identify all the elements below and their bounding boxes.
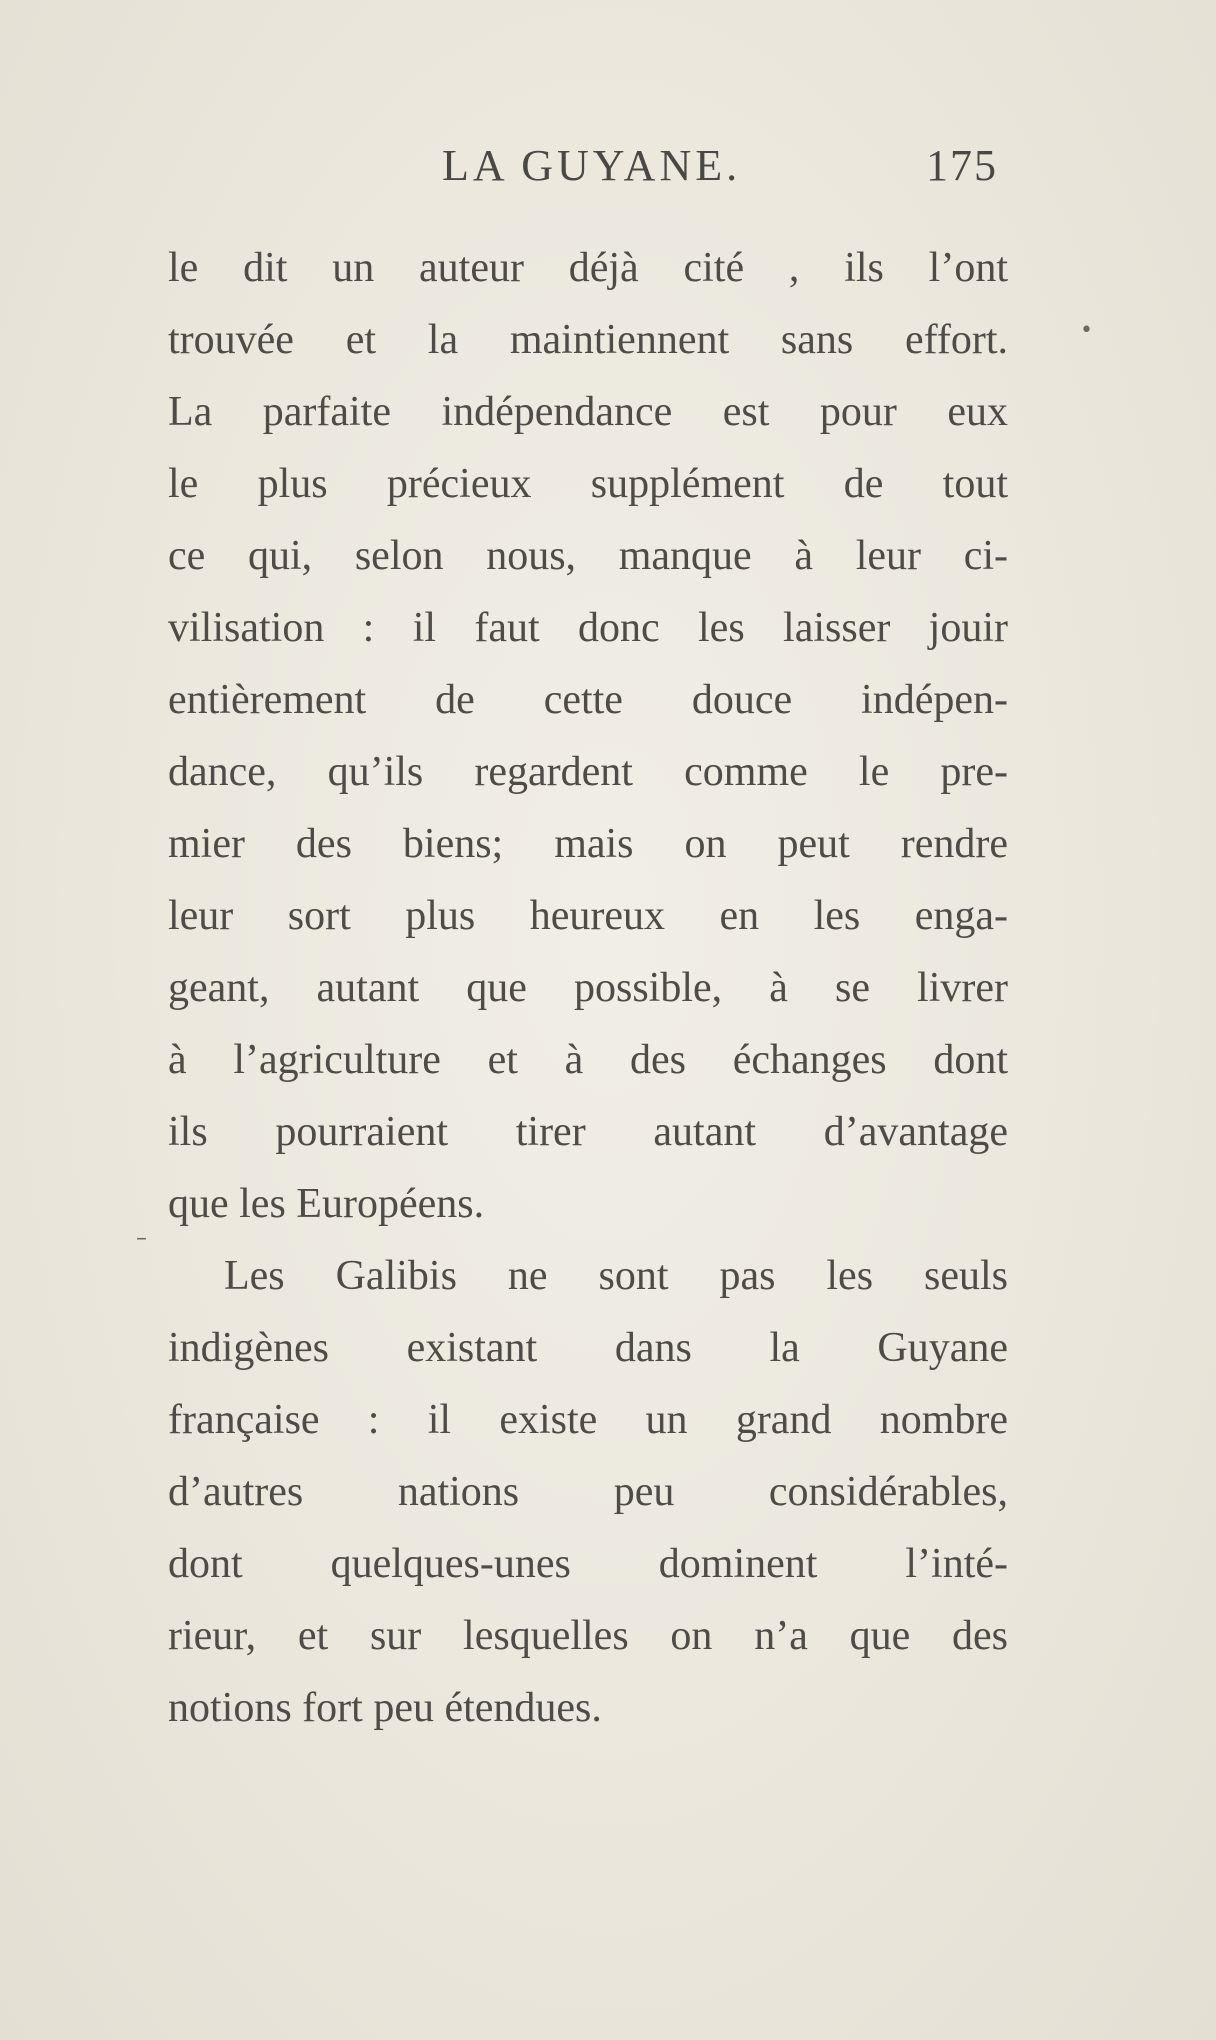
text-line: ce qui, selon nous, manque à leur ci- xyxy=(168,533,1008,579)
text-line: ils pourraient tirer autant d’avantage xyxy=(168,1109,1008,1155)
running-title: LA GUYANE. xyxy=(442,141,742,190)
page-number: 175 xyxy=(926,141,998,190)
text-line: française : il existe un grand nombre xyxy=(168,1397,1008,1443)
text-line: geant, autant que possible, à se livrer xyxy=(168,965,1008,1011)
text-line: trouvée et la maintiennent sans effort. xyxy=(168,317,1008,363)
paragraph xyxy=(168,232,1008,1240)
margin-speck: • xyxy=(1080,318,1093,343)
body-text xyxy=(168,232,1008,1744)
margin-dash: – xyxy=(136,1226,147,1251)
text-line: entièrement de cette douce indépen- xyxy=(168,677,1008,723)
text-line: que les Européens. xyxy=(168,1181,485,1227)
text-line: rieur, et sur lesquelles on n’a que des xyxy=(168,1613,1008,1659)
text-line: dance, qu’ils regardent comme le pre- xyxy=(168,749,1008,795)
text-line: dont quelques-unes dominent l’inté- xyxy=(168,1541,1008,1587)
text-line: La parfaite indépendance est pour eux xyxy=(168,389,1008,435)
text-line: le plus précieux supplément de tout xyxy=(168,461,1008,507)
text-line: mier des biens; mais on peut rendre xyxy=(168,821,1008,867)
paragraph xyxy=(168,1240,1008,1744)
text-line: notions fort peu étendues. xyxy=(168,1685,602,1731)
text-line: indigènes existant dans la Guyane xyxy=(168,1325,1008,1371)
text-line: à l’agriculture et à des échanges dont xyxy=(168,1037,1008,1083)
text-line: d’autres nations peu considérables, xyxy=(168,1469,1008,1515)
text-line: leur sort plus heureux en les enga- xyxy=(168,893,1008,939)
running-head xyxy=(170,140,1010,200)
text-line: vilisation : il faut donc les laisser jouir xyxy=(168,605,1008,651)
text-line: Les Galibis ne sont pas les seuls xyxy=(224,1253,1008,1299)
text-line: le dit un auteur déjà cité , ils l’ont xyxy=(168,245,1008,291)
